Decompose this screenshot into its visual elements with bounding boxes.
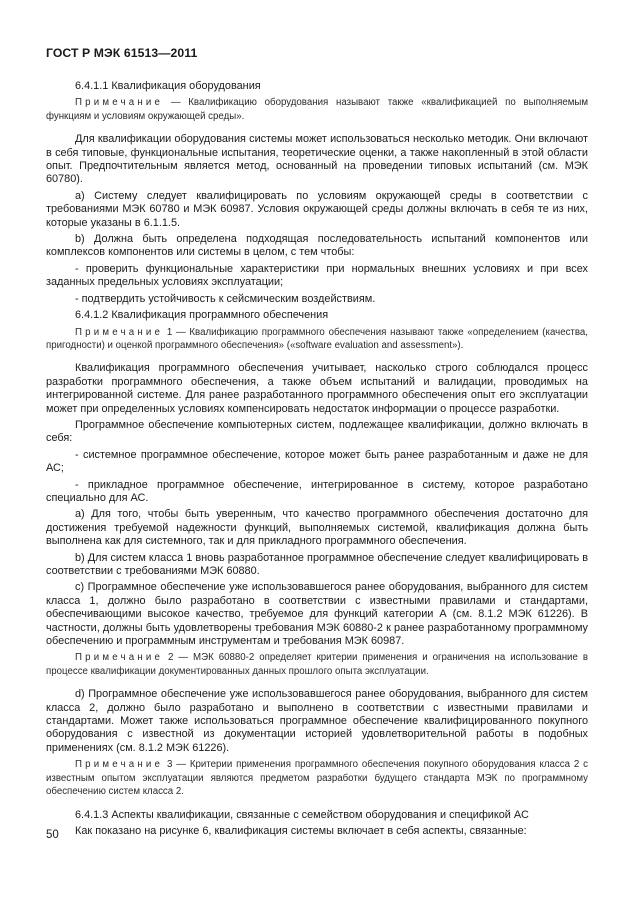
- body-paragraph: a) Для того, чтобы быть уверенным, что качество программного обеспечения достаточно для достижения требуемой надежности функций, выполняемых системой, квалификация должна быть выполнена как для системного, так и для прикладного программного обеспечения.: [46, 508, 588, 548]
- note-label: Примечание: [75, 759, 164, 771]
- body-paragraph: a) Систему следует квалифицировать по условиям окружающей среды в соответствии с требованиями МЭК 60780 и МЭК 60987. Условия окружающей среды должны включать в себя те из них, которые указаны в 6.1.1.5.: [46, 189, 588, 229]
- section-heading: 6.4.1.3 Аспекты квалификации, связанные с семейством оборудования и спецификой АС: [75, 808, 529, 821]
- note-paragraph: [46, 326, 588, 353]
- section-heading: 6.4.1.1 Квалификация оборудования: [75, 80, 261, 92]
- list-item: - системное программное обеспечение, которое может быть ранее разработанным и даже не для АС;: [46, 448, 588, 475]
- body-paragraph: c) Программное обеспечение уже использовавшегося ранее оборудования, выбранного для систем класса 1, должно было разработано в соответствии с известными правилами и стандартами, обеспечивающими высокое качество, требуемое для функций категории А (см. 8.1.2 МЭК 61226). В частности, должны быть удовлетворены требования МЭК 60880-2 к ранее разработанному программному обеспечению и программным инструментам и требования МЭК 60987.: [46, 581, 588, 648]
- body-paragraph: Для квалификации оборудования системы может использоваться несколько методик. Они включают в себя типовые, функциональные испытания, теоретические оценки, а также накопленный в этой области опыт. Предпочтительным является метод, основанный на проведении типовых испытаний (см. МЭК 60780).: [46, 133, 588, 186]
- note-label: Примечание: [75, 652, 164, 664]
- body-paragraph: d) Программное обеспечение уже использовавшегося ранее оборудования, выбранного для систем класса 2, должно было разработано и выполнено в соответствии с известными правилами и стандартами. Может также использоваться программное обеспечение квалифицированного покупного оборудования с известной из документации историей удовлетворительной работы в подобных применениях (см. 8.1.2 МЭК 61226).: [46, 688, 588, 754]
- body-paragraph: b) Должна быть определена подходящая последовательность испытаний компонентов или комплексов компонентов или системы в целом, с тем чтобы:: [46, 233, 588, 259]
- document-body: [46, 80, 588, 841]
- body-paragraph: Как показано на рисунке 6, квалификация системы включает в себя аспекты, связанные:: [75, 824, 527, 837]
- body-paragraph: Квалификация программного обеспечения учитывает, насколько строго соблюдался процесс разработки программного обеспечения, а также объем испытаний и валидации, проводимых на интегрированной системе. Для ранее разработанного программного обеспечения опыт его эксплуатации может при определенных условиях компенсировать недостаток информации о процессе разработки.: [46, 362, 588, 415]
- body-paragraph: Программное обеспечение компьютерных систем, подлежащее квалификации, должно включать в себя:: [46, 418, 588, 445]
- note-text: 1 — Квалификацию программного обеспечения называют также «определением (качества, пригодности) и оценкой программного обеспечения» («software evaluation and assessment»).: [46, 326, 588, 351]
- section-heading: 6.4.1.2 Квалификация программного обеспечения: [75, 309, 329, 322]
- note-label: Примечание: [75, 326, 164, 338]
- note-text: 2 — МЭК 60880-2 определяет критерии применения и ограничения на использование в процессе квалификации документированных данных прошлого опыта эксплуатации.: [46, 652, 588, 677]
- list-item: - подтвердить устойчивость к сейсмическим воздействиям.: [75, 292, 376, 305]
- body-paragraph: b) Для систем класса 1 вновь разработанное программное обеспечение следует квалифицировать в соответствии с требованиями МЭК 60880.: [46, 551, 588, 577]
- note-paragraph: [46, 651, 588, 678]
- document-header: ГОСТ Р МЭК 61513—2011: [46, 46, 198, 60]
- note-paragraph: [46, 758, 588, 798]
- note-paragraph: [46, 96, 588, 123]
- page-number: 50: [46, 829, 59, 841]
- note-text: 3 — Критерии применения программного обеспечения покупного оборудования класса 2 с известным опытом эксплуатации являются предметом разработки будущего стандарта МЭК по программному обеспечению систем класса 2.: [46, 759, 588, 798]
- note-text: — Квалификацию оборудования называют также «квалификацией по выполняемым функциям и условиям окружающей среды».: [46, 97, 588, 122]
- note-label: Примечание: [75, 97, 164, 109]
- list-item: - прикладное программное обеспечение, интегрированное в систему, которое разработано специально для АС.: [46, 478, 588, 504]
- list-item: - проверить функциональные характеристики при нормальных внешних условиях и при всех заданных предельных условиях эксплуатации;: [46, 262, 588, 289]
